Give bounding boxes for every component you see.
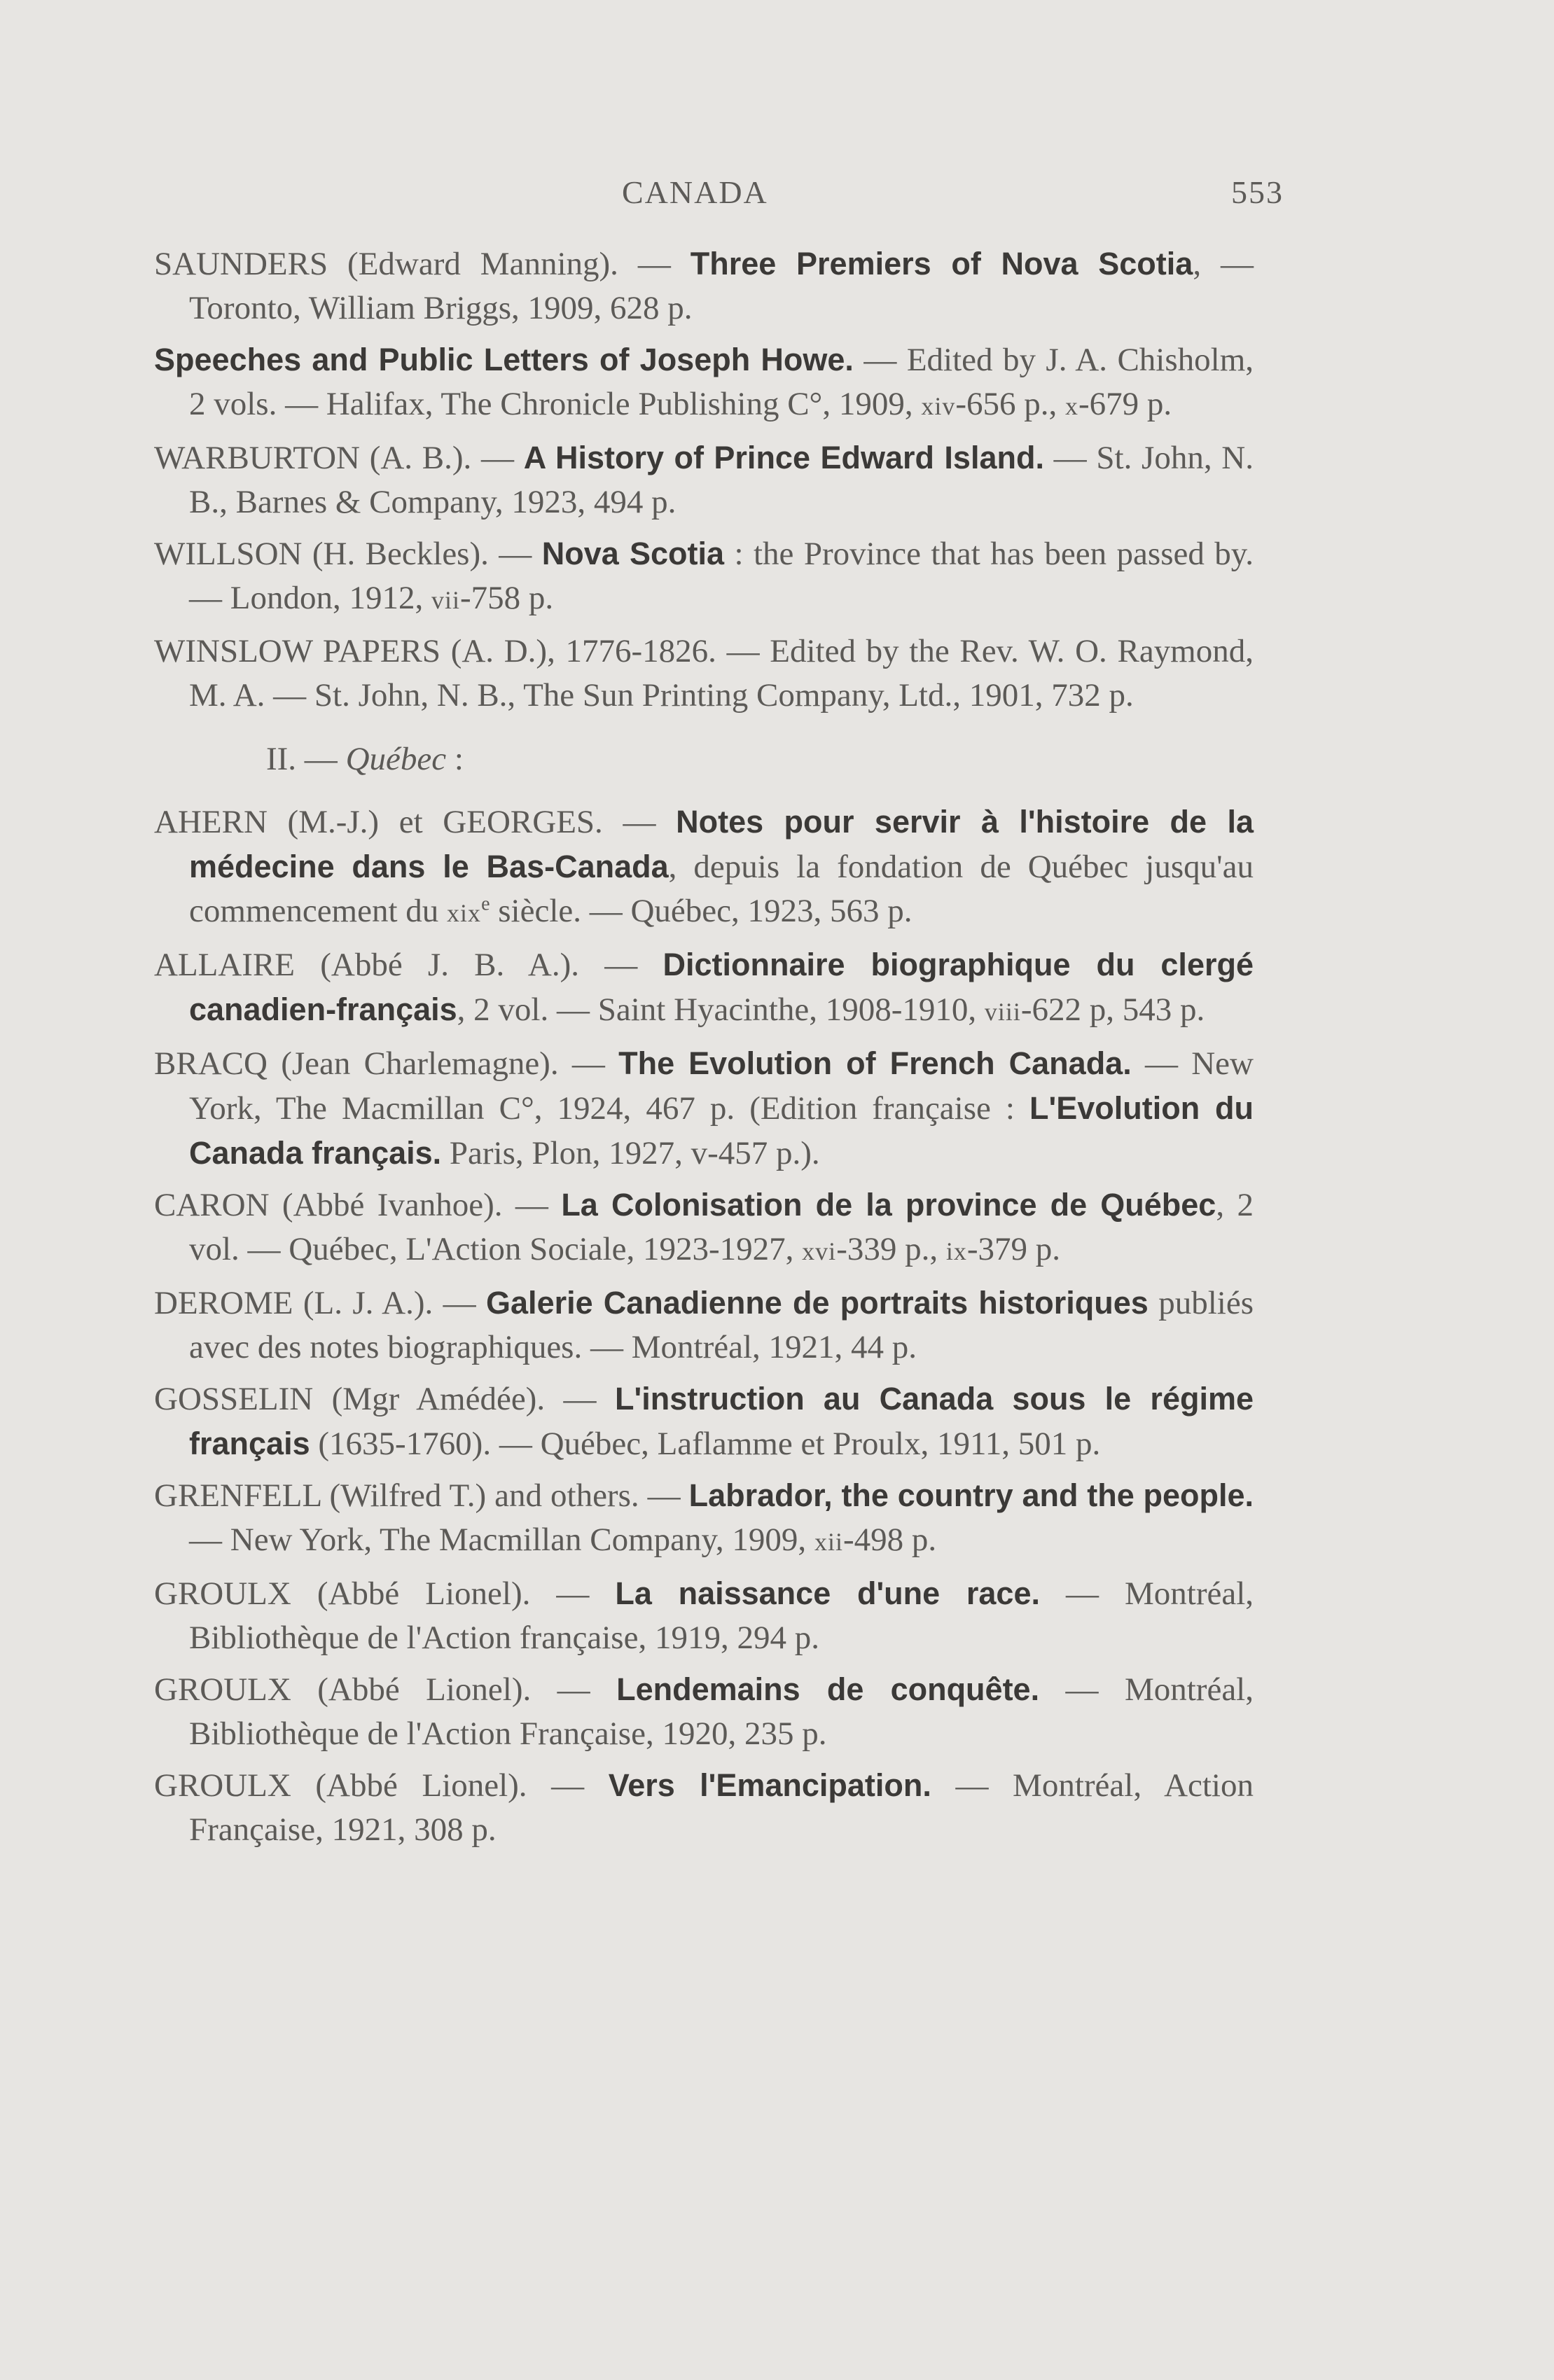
entry-details: , — Toronto, William Briggs, 1909, 628 p. [189, 246, 1254, 326]
entry-details: — Edited by J. A. Chisholm, 2 vols. — Halifax, The Chronicle Publishing C°, 1909, [189, 342, 1254, 422]
bibliography-list [154, 242, 1254, 1859]
entry-title: Galerie Canadienne de portraits historiques [486, 1285, 1149, 1321]
bibliography-entry [154, 242, 1254, 330]
entry-roman-numeral: xix [447, 899, 482, 927]
bibliography-entry [154, 337, 1254, 429]
entry-details: : the Province that has been passed by. — London, 1912, [189, 536, 1254, 616]
entry-author: WARBURTON (A. B.). — [154, 440, 524, 476]
entry-title: La naissance d'une race. [615, 1575, 1040, 1611]
bibliography-entry [154, 1571, 1254, 1660]
section-heading [154, 737, 1254, 781]
entry-roman-numeral: xii [814, 1528, 843, 1556]
bibliography-entry [154, 436, 1254, 524]
entry-title: Dictionnaire biographique du clergé canadien-français [189, 947, 1254, 1027]
entry-details: (1635-1760). — Québec, Laflamme et Proulx, 1911, 501 p. [310, 1426, 1101, 1462]
entry-details: — Montréal, Bibliothèque de l'Action française, 1919, 294 p. [189, 1575, 1254, 1656]
entry-roman-numeral: viii [984, 998, 1021, 1026]
entry-details: , depuis la fondation de Québec jusqu'au commencement du [189, 849, 1254, 929]
entry-author: ALLAIRE (Abbé J. B. A.). — [154, 947, 663, 983]
entry-title: Nova Scotia [541, 536, 725, 571]
entry-author: GROULX (Abbé Lionel). — [154, 1575, 616, 1612]
entry-roman-numeral: xiv [921, 392, 956, 420]
running-head [0, 172, 1554, 214]
bibliography-entry [154, 1473, 1254, 1564]
bibliography-entry [154, 531, 1254, 622]
entry-author: SAUNDERS (Edward Manning). — [154, 246, 691, 282]
entry-details: — New York, The Macmillan C°, 1924, 467 p. (Edition française : [189, 1045, 1254, 1127]
entry-author: BRACQ (Jean Charlemagne). — [154, 1045, 619, 1082]
entry-details: -656 p., [955, 386, 1066, 422]
entry-title: The Evolution of French Canada. [618, 1045, 1132, 1081]
entry-title: Three Premiers of Nova Scotia [690, 246, 1193, 281]
entry-details: -758 p. [459, 580, 554, 616]
bibliography-entry [154, 800, 1254, 935]
bibliography-entry [154, 1667, 1254, 1756]
entry-details: -622 p, 543 p. [1020, 991, 1205, 1028]
section-name: Québec [345, 741, 447, 777]
entry-title: Notes pour servir à l'histoire de la médecine dans le Bas-Canada [189, 804, 1254, 884]
entry-roman-numeral: x [1065, 392, 1079, 420]
entry-roman-numeral: vii [431, 586, 460, 614]
entry-author: CARON (Abbé Ivanhoe). — [154, 1187, 562, 1223]
entry-author: GROULX (Abbé Lionel). — [154, 1767, 609, 1804]
bibliography-entry [154, 1763, 1254, 1852]
entry-details: — Edited by the Rev. W. O. Raymond, M. A. — St. John, N. B., The Sun Printing Company, Ltd., 1901, 732 p. [189, 633, 1254, 714]
entry-details: publiés avec des notes biographiques. — Montréal, 1921, 44 p. [189, 1285, 1254, 1365]
entry-details: , 2 vol. — Québec, L'Action Sociale, 1923-1927, [189, 1187, 1254, 1267]
entry-roman-numeral: ix [945, 1237, 967, 1265]
section-suffix: : [446, 741, 464, 777]
entry-details: — St. John, N. B., Barnes & Company, 1923, 494 p. [189, 440, 1254, 520]
section-number: II. — [266, 741, 346, 777]
entry-author: GRENFELL (Wilfred T.) and others. — [154, 1477, 689, 1514]
entry-author: WINSLOW PAPERS (A. D.), 1776-1826. [154, 633, 716, 669]
entry-details: siècle. — Québec, 1923, 563 p. [490, 893, 913, 929]
entry-details: Paris, Plon, 1927, v-457 p.). [441, 1135, 820, 1171]
entry-title: Speeches and Public Letters of Joseph Howe. [154, 342, 854, 377]
entry-title: Labrador, the country and the people. [688, 1477, 1254, 1513]
entry-author: DEROME (L. J. A.). — [154, 1285, 487, 1321]
entry-title: La Colonisation de la province de Québec [561, 1187, 1216, 1223]
bibliography-entry [154, 1377, 1254, 1466]
entry-title: Lendemains de conquête. [616, 1671, 1040, 1707]
bibliography-entry [154, 629, 1254, 718]
entry-details: — Montréal, Bibliothèque de l'Action Française, 1920, 235 p. [189, 1671, 1254, 1752]
entry-author: GOSSELIN (Mgr Amédée). — [154, 1381, 616, 1417]
entry-details: — Montréal, Action Française, 1921, 308 p. [189, 1767, 1254, 1848]
entry-details: -498 p. [842, 1522, 937, 1558]
entry-details: -679 p. [1078, 386, 1172, 422]
bibliography-entry [154, 1281, 1254, 1370]
bibliography-entry [154, 1041, 1254, 1176]
entry-author: AHERN (M.-J.) et GEORGES. — [154, 804, 677, 840]
entry-author: WILLSON (H. Beckles). — [154, 536, 542, 572]
entry-title-french: L'Evolution du Canada français. [189, 1090, 1254, 1171]
entry-details: -339 p., [836, 1231, 946, 1267]
entry-details: — New York, The Macmillan Company, 1909, [189, 1522, 814, 1558]
entry-details: , 2 vol. — Saint Hyacinthe, 1908-1910, [457, 991, 985, 1028]
entry-title: A History of Prince Edward Island. [523, 440, 1044, 475]
bibliography-entry [154, 1183, 1254, 1274]
entry-title: Vers l'Emancipation. [608, 1767, 931, 1803]
entry-author: GROULX (Abbé Lionel). — [154, 1671, 617, 1708]
running-title: CANADA [622, 174, 768, 210]
entry-roman-numeral: xvi [802, 1237, 837, 1265]
entry-superscript: e [481, 893, 490, 915]
entry-details: -379 p. [966, 1231, 1061, 1267]
entry-title: L'instruction au Canada sous le régime français [189, 1381, 1254, 1461]
bibliography-entry [154, 942, 1254, 1034]
page-number: 553 [1231, 174, 1284, 210]
